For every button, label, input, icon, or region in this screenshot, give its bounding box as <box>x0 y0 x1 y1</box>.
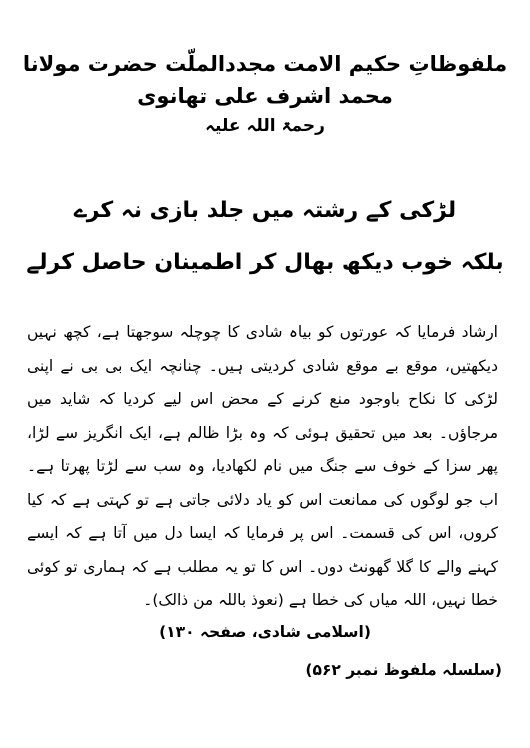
page-title: ملفوظاتِ حکیم الامت مجددالملّت حضرت مولانا محمد اشرف علی تھانوی <box>22 52 508 108</box>
page-subtitle: رحمۃ اللہ علیہ <box>205 116 325 136</box>
topic-heading-line-1: لڑکی کے رشتہ میں جلد بازی نہ کرے <box>73 198 457 223</box>
series-number: (سلسلہ ملفوظ نمبر ۵۶۲) <box>305 661 502 679</box>
source-reference: (اسلامی شادی، صفحہ ۱۳۰) <box>159 623 371 641</box>
topic-heading-line-2: بلکہ خوب دیکھ بھال کر اطمینان حاصل کرلے <box>26 250 504 275</box>
body-paragraph: ارشاد فرمایا کہ عورتوں کو بیاہ شادی کا چوچلہ سوجھتا ہے، کچھ نہیں دیکھتیں، موقع بے موقع شادی کردیتی ہیں۔ چنانچہ ایک بی بی نے اپنی لڑکی کا نکاح باوجود منع کرنے کے محض اس لیے کردیا کہ شاید میں مرجاؤں۔ بعد میں تحقیق ہوئی کہ وہ بڑا ظالم ہے، ایک انگریز سے لڑا، پھر سزا کے خوف سے جنگ میں نام لکھادیا، وہ سب سے لڑتا پھرتا ہے۔ اب جو لوگوں کی ممانعت اس کو یاد دلائی جاتی ہے تو کہتی ہے کہ کیا کروں، اس کی قسمت۔ اس پر فرمایا کہ ایسا دل میں آتا ہے کہ ایسے کہنے والے کا گلا گھونٹ دوں۔ اس کا تو یہ مطلب ہے کہ ہماری تو کوئی خطا نہیں، اللہ میاں کی خطا ہے (نعوذ باللہ من ذالک)۔ <box>27 323 498 609</box>
